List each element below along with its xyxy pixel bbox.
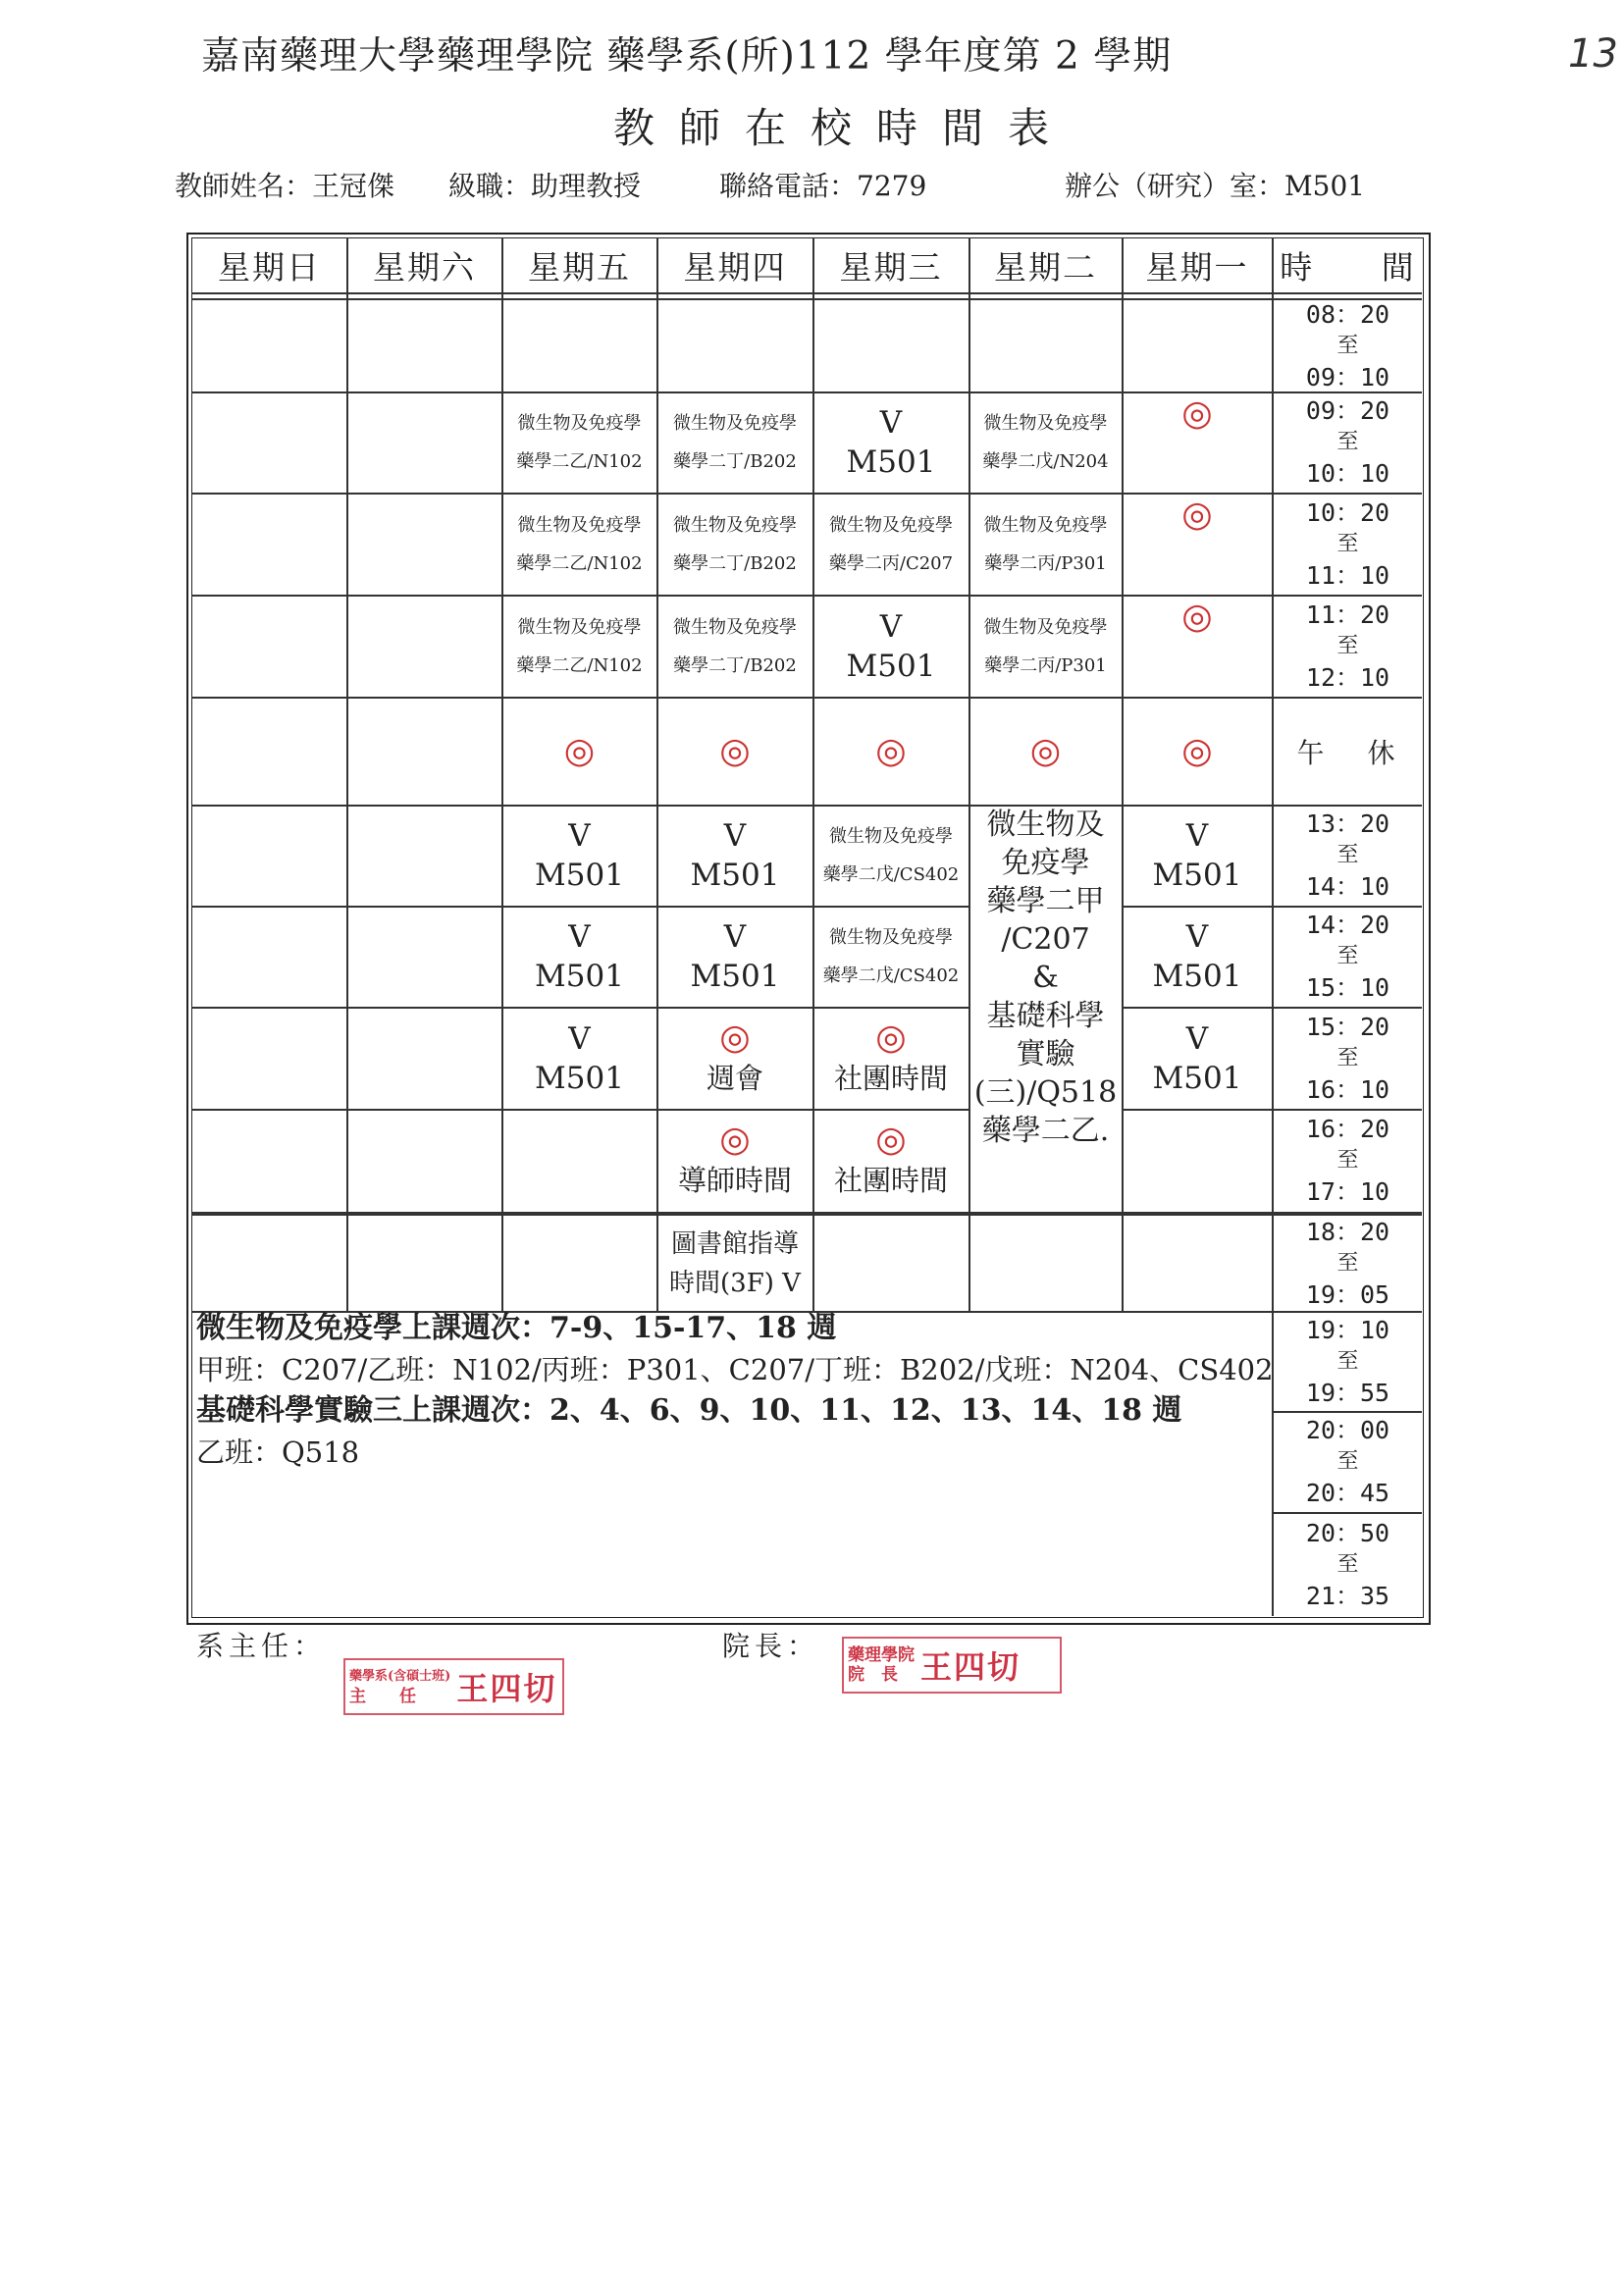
time-slot-4: 11：20 至 12：10 xyxy=(1305,600,1390,692)
office-cell-wed-2: V M501 xyxy=(846,405,936,480)
teacher-rank: 級職：助理教授 xyxy=(448,170,642,202)
teacher-phone: 聯絡電話：7279 xyxy=(719,170,927,202)
time-slot-11: 20：00 至 20：45 xyxy=(1305,1416,1390,1507)
header-wednesday: 星期三 xyxy=(839,248,943,287)
weekly-meeting-cell-thu: ◎ 週會 xyxy=(706,1017,763,1095)
header-monday: 星期一 xyxy=(1145,248,1249,287)
teacher-name: 教師姓名：王冠傑 xyxy=(175,170,395,202)
course-cell-tue-4: 微生物及免疫學 藥學二丙/P301 xyxy=(983,616,1108,676)
course-cell-fri-3: 微生物及免疫學 藥學二乙/N102 xyxy=(516,514,643,574)
row-line xyxy=(191,292,1422,294)
circle-mark-fri-lunch: ◎ xyxy=(563,730,596,771)
circle-mark: ◎ xyxy=(875,1017,907,1058)
header-time: 時 間 xyxy=(1280,248,1443,287)
circle-mark-mon-3: ◎ xyxy=(1181,495,1213,535)
office-cell-wed-4: V M501 xyxy=(846,608,936,684)
office-cell-fri-5: V M501 xyxy=(535,818,624,893)
circle-mark-mon-4: ◎ xyxy=(1181,597,1213,637)
time-slot-1: 08：20 至 09：10 xyxy=(1305,299,1390,391)
notes-block xyxy=(196,1308,1274,1473)
time-slot-8: 16：20 至 17：10 xyxy=(1305,1115,1390,1206)
course-cell-thu-2: 微生物及免疫學 藥學二丁/B202 xyxy=(673,413,797,472)
office-cell-mon-6: V M501 xyxy=(1152,919,1242,994)
circle-mark-mon-2: ◎ xyxy=(1181,393,1213,434)
course-cell-thu-4: 微生物及免疫學 藥學二丁/B202 xyxy=(673,616,797,676)
circle-mark: ◎ xyxy=(719,1120,751,1160)
course-cell-tue-afternoon: 微生物及 免疫學 藥學二甲 /C207 & 基礎科學 實驗 (三)/Q518 藥學二乙. xyxy=(973,808,1118,1148)
header-thursday: 星期四 xyxy=(683,248,787,287)
time-slot-3: 10：20 至 11：10 xyxy=(1305,497,1390,590)
course-cell-wed-5: 微生物及免疫學 藥學二戊/CS402 xyxy=(822,826,960,885)
col-line xyxy=(346,237,348,1312)
note-class-rooms: 甲班：C207/乙班：N102/丙班：P301、C207/丁班：B202/戊班：N204、CS402 xyxy=(196,1353,1274,1386)
course-cell-wed-6: 微生物及免疫學 藥學二戊/CS402 xyxy=(822,927,960,986)
dean-signature-label: 院長： xyxy=(722,1630,820,1662)
mentor-time-cell-thu: ◎ 導師時間 xyxy=(677,1120,792,1197)
club-time-cell-wed-8: ◎ 社團時間 xyxy=(833,1120,948,1197)
time-slot-2: 09：20 至 10：10 xyxy=(1305,396,1390,488)
course-cell-wed-3: 微生物及免疫學 藥學二丙/C207 xyxy=(828,514,954,574)
note-course-weeks: 微生物及免疫學上課週次：7-9、15-17、18 週 xyxy=(196,1311,837,1345)
header-saturday: 星期六 xyxy=(373,248,476,287)
time-slot-10: 19：10 至 19：55 xyxy=(1305,1315,1390,1407)
page-subtitle: 教師在校時間表 xyxy=(613,104,1074,152)
circle-mark-wed-lunch: ◎ xyxy=(875,730,907,771)
time-slot-7: 15：20 至 16：10 xyxy=(1305,1012,1390,1104)
chair-stamp: 藥學系(含碩士班) 主 任 王四切 xyxy=(343,1658,564,1715)
page-title: 嘉南藥理大學藥理學院 藥學系(所)112 學年度第 2 學期 xyxy=(201,34,1173,78)
club-time-cell-wed-7: ◎ 社團時間 xyxy=(833,1017,948,1095)
header-friday: 星期五 xyxy=(528,248,631,287)
note-lab-weeks: 基礎科學實驗三上課週次：2、4、6、9、10、11、12、13、14、18 週 xyxy=(196,1393,1182,1428)
course-cell-fri-4: 微生物及免疫學 藥學二乙/N102 xyxy=(516,616,643,676)
course-cell-tue-3: 微生物及免疫學 藥學二丙/P301 xyxy=(983,514,1108,574)
office-cell-mon-7: V M501 xyxy=(1152,1020,1242,1096)
note-lab-room: 乙班：Q518 xyxy=(196,1435,360,1469)
office-cell-fri-7: V M501 xyxy=(535,1020,624,1096)
time-slot-12: 20：50 至 21：35 xyxy=(1305,1518,1390,1610)
course-cell-fri-2: 微生物及免疫學 藥學二乙/N102 xyxy=(516,413,643,472)
circle-mark: ◎ xyxy=(719,1017,751,1058)
office-cell-mon-5: V M501 xyxy=(1152,818,1242,893)
office-cell-fri-6: V M501 xyxy=(535,919,624,994)
office-cell-thu-5: V M501 xyxy=(690,818,780,893)
circle-mark-tue-lunch: ◎ xyxy=(1029,730,1062,771)
header-tuesday: 星期二 xyxy=(994,248,1097,287)
circle-mark: ◎ xyxy=(875,1120,907,1160)
chair-signature-label: 系主任： xyxy=(196,1630,327,1662)
page-number-handwritten: 13 xyxy=(1568,31,1618,77)
time-slot-9: 18：20 至 19：05 xyxy=(1305,1217,1390,1309)
circle-mark-mon-lunch: ◎ xyxy=(1181,730,1213,771)
dean-stamp: 藥理學院 院 長 王四切 xyxy=(842,1637,1062,1694)
circle-mark-thu-lunch: ◎ xyxy=(719,730,751,771)
time-slot-5: 13：20 至 14：10 xyxy=(1305,809,1390,901)
header-sunday: 星期日 xyxy=(218,248,321,287)
row-line xyxy=(191,298,1422,300)
library-guidance-cell-thu: 圖書館指導 時間(3F) V xyxy=(669,1228,801,1298)
course-cell-thu-3: 微生物及免疫學 藥學二丁/B202 xyxy=(673,514,797,574)
time-slot-6: 14：20 至 15：10 xyxy=(1305,911,1390,1002)
office-cell-thu-6: V M501 xyxy=(690,919,780,994)
course-cell-tue-2: 微生物及免疫學 藥學二戊/N204 xyxy=(982,413,1109,472)
time-lunch: 午休 xyxy=(1296,736,1439,769)
teacher-office: 辦公（研究）室：M501 xyxy=(1065,170,1366,202)
